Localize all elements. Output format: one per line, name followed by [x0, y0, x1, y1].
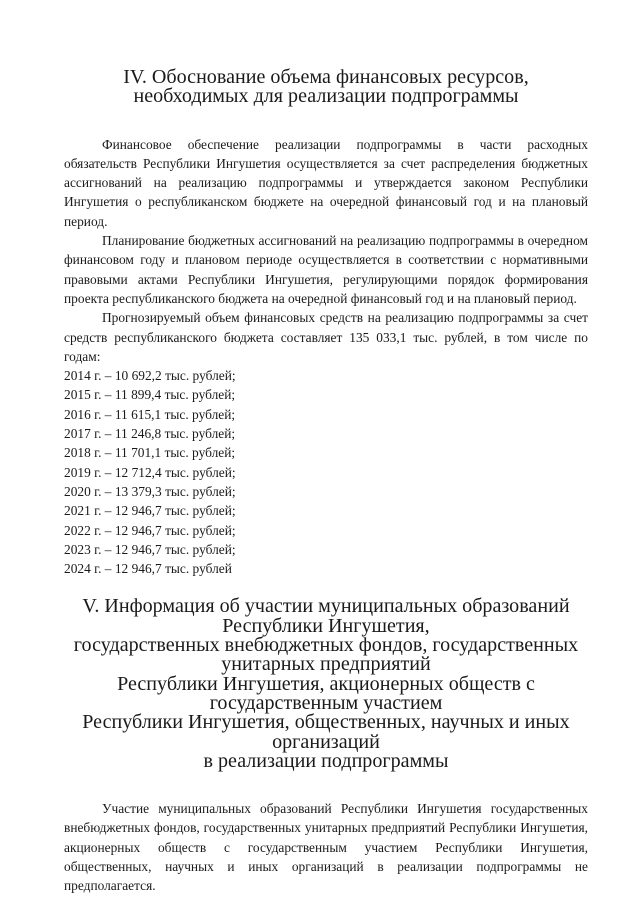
- list-item: 2014 г. – 10 692,2 тыс. рублей;: [64, 368, 236, 384]
- list-item: 2023 г. – 12 946,7 тыс. рублей;: [64, 541, 236, 557]
- section-5-heading: [64, 597, 588, 771]
- section-4-heading: [64, 68, 588, 107]
- document-page: [64, 68, 588, 896]
- section-5-heading-line: в реализации подпрограммы: [203, 749, 449, 772]
- section-4-heading-line: необходимых для реализации подпрограммы: [133, 85, 519, 108]
- planning-paragraph: Планирование бюджетных ассигнований на реализацию подпрограммы в очередном финансовом году и плановом периоде осуществляется в соответствии с нормативными правовыми актами Республики Ингушетия, регулирующими порядок формирования проекта республиканского бюджета на очередной финансовый год и на плановый период.: [64, 233, 588, 306]
- section-5-heading-line: государственных внебюджетных фондов, государственных унитарных предприятий: [73, 634, 579, 676]
- list-item: 2022 г. – 12 946,7 тыс. рублей;: [64, 522, 236, 538]
- forecast-paragraph: Прогнозируемый объем финансовых средств на реализацию подпрограммы за счет средств республиканского бюджета составляет 135 033,1 тыс. рублей, в том числе по годам:: [64, 310, 588, 364]
- yearly-funding-list: [64, 366, 588, 578]
- list-item: 2020 г. – 13 379,3 тыс. рублей;: [64, 483, 236, 499]
- list-item: 2024 г. – 12 946,7 тыс. рублей: [64, 561, 232, 577]
- list-item: 2015 г. – 11 899,4 тыс. рублей;: [64, 387, 236, 403]
- list-item: 2017 г. – 11 246,8 тыс. рублей;: [64, 426, 236, 442]
- section-5-heading-line: V. Информация об участии муниципальных образований Республики Ингушетия,: [82, 595, 570, 637]
- financing-paragraph: Финансовое обеспечение реализации подпрограммы в части расходных обязательств Республики Ингушетия осуществляется за счет распределения бюджетных ассигнований на реализацию подпрограммы и утверждается законом Республики Ингушетия о республиканском бюджете на очередной финансовый год и на плановый период.: [64, 136, 588, 229]
- list-item: 2021 г. – 12 946,7 тыс. рублей;: [64, 503, 236, 519]
- list-item: 2019 г. – 12 712,4 тыс. рублей;: [64, 464, 236, 480]
- section-4-heading-line: IV. Обоснование объема финансовых ресурсов,: [123, 66, 529, 88]
- participation-paragraph: Участие муниципальных образований Республики Ингушетия государственных внебюджетных фондов, государственных унитарных предприятий Республики Ингушетия, акционерных обществ с государственным участием Республики Ингушетия, общественных, научных и иных организаций в реализации подпрограммы не предполагается.: [64, 801, 588, 894]
- section-5-heading-line: Республики Ингушетия, общественных, научных и иных организаций: [82, 711, 570, 753]
- list-item: 2018 г. – 11 701,1 тыс. рублей;: [64, 445, 236, 461]
- list-item: 2016 г. – 11 615,1 тыс. рублей;: [64, 406, 236, 422]
- section-5-heading-line: Республики Ингушетия, акционерных обществ с государственным участием: [117, 672, 535, 714]
